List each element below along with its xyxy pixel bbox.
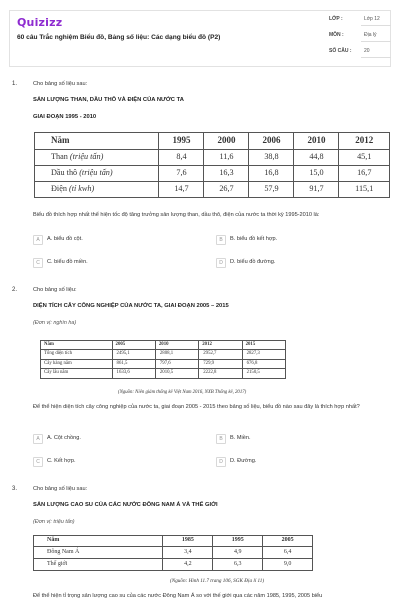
table-cell: 91,7 (294, 182, 339, 198)
option-text: D. Đường. (230, 458, 257, 464)
table-cell: 1633,6 (112, 369, 155, 379)
table-cell: 45,1 (339, 150, 390, 166)
table-header-cell: Năm (35, 133, 159, 150)
table-header-cell: 2010 (155, 341, 198, 350)
table-cell: 6,4 (263, 547, 313, 559)
table-cell: 3,4 (163, 547, 213, 559)
table-header-cell: 2015 (242, 341, 285, 350)
question-intro: Cho bảng số liệu sau: (33, 81, 88, 87)
meta-panel (329, 11, 392, 68)
table-row (41, 350, 286, 360)
table-header-cell: 2012 (339, 133, 390, 150)
table-cell: 4,2 (163, 559, 213, 571)
table-cell: 2952,7 (199, 350, 242, 360)
meta-class-row (329, 13, 391, 26)
meta-count-row (329, 45, 391, 58)
table-cell: 57,9 (249, 182, 294, 198)
row-label: Than (triệu tấn) (35, 150, 159, 166)
option-letter-box[interactable]: B (216, 235, 226, 245)
row-label: Tổng diện tích (41, 350, 113, 360)
option-text: B. Miền. (230, 435, 251, 441)
table-cell: 2827,3 (242, 350, 285, 360)
table-cell: 14,7 (159, 182, 204, 198)
table-cell: 26,7 (204, 182, 249, 198)
worksheet-header (9, 10, 391, 67)
question-stem: Biểu đồ thích hợp nhất thể hiện tốc độ tăng trưởng sản lượng than, dầu thô, điện của nước ta thời kỳ 1995-2010 là: (33, 212, 320, 218)
data-table (34, 132, 390, 198)
meta-subject-row (329, 29, 391, 42)
question-stem: Để thể hiện tỉ trọng sản lượng cao su của các nước Đông Nam Á so với thế giới qua các năm 1985, 1995, 2005 biểu (33, 593, 323, 599)
option-letter-box[interactable]: A (33, 434, 43, 444)
table-header-cell: 2005 (112, 341, 155, 350)
row-label: Thế giới (34, 559, 163, 571)
question-intro: Cho bảng số liệu sau: (33, 486, 88, 492)
table-row (35, 150, 390, 166)
row-label: Cây lâu năm (41, 369, 113, 379)
table-cell: 15,0 (294, 166, 339, 182)
table-source: (Nguồn: Hình 11.7 trang 106, SGK Địa lí 11) (170, 578, 265, 584)
table-cell: 8,4 (159, 150, 204, 166)
table-cell: 2808,1 (155, 350, 198, 360)
table-heading-period: GIAI ĐOẠN 1995 - 2010 (33, 114, 97, 120)
question-number: 3. (12, 486, 18, 492)
table-source: (Nguồn: Niên giám thống kê Việt Nam 2016, NXB Thống kê, 2017) (118, 390, 247, 395)
table-row (34, 547, 313, 559)
table-cell: 9,0 (263, 559, 313, 571)
option-letter-box[interactable]: B (216, 434, 226, 444)
table-cell: 2495,1 (112, 350, 155, 360)
option-text: B. biểu đồ kết hợp. (230, 236, 278, 242)
table-cell: 797,6 (155, 359, 198, 369)
option-text: A. Cột chồng. (47, 435, 81, 441)
option-letter-box[interactable]: C (33, 457, 43, 467)
meta-count-value: 20 (364, 48, 370, 54)
question-intro: Cho bảng số liệu: (33, 287, 77, 293)
table-cell: 2150,5 (242, 369, 285, 379)
table-heading: DIỆN TÍCH CÂY CÔNG NGHIỆP CỦA NƯỚC TA, GIAI ĐOẠN 2005 – 2015 (33, 303, 229, 309)
option-text: A. biểu đồ cột. (47, 236, 83, 242)
meta-class-value: Lớp 12 (364, 16, 380, 22)
table-heading: SẢN LƯỢNG THAN, DẦU THÔ VÀ ĐIỆN CỦA NƯỚC TA (33, 97, 184, 103)
option-letter-box[interactable]: C (33, 258, 43, 268)
table-unit: (Đơn vị: nghìn ha) (33, 320, 77, 326)
table-row (35, 166, 390, 182)
table-cell: 4,9 (213, 547, 263, 559)
table-cell: 676,8 (242, 359, 285, 369)
table-header-cell: 2005 (263, 536, 313, 547)
meta-subject-value: Địa lý (364, 32, 377, 38)
table-header-cell: 1995 (159, 133, 204, 150)
option-letter-box[interactable]: D (216, 258, 226, 268)
question-stem: Để thể hiện diện tích cây công nghiệp của nước ta, giai đoạn 2005 - 2015 theo bảng số liệu, biểu đồ nào sau đây là thích hợp nhất? (33, 404, 360, 410)
table-header-row (34, 536, 313, 547)
table-cell: 16,3 (204, 166, 249, 182)
meta-divider (361, 57, 391, 58)
table-cell: 2010,5 (155, 369, 198, 379)
table-header-cell: 2006 (249, 133, 294, 150)
table-heading: SẢN LƯỢNG CAO SU CỦA CÁC NƯỚC ĐÔNG NAM Á VÀ THẾ GIỚI (33, 502, 218, 508)
table-row (41, 359, 286, 369)
data-table (40, 340, 286, 379)
row-label: Đông Nam Á (34, 547, 163, 559)
table-cell: 16,8 (249, 166, 294, 182)
table-header-cell: 2010 (294, 133, 339, 150)
table-row (41, 369, 286, 379)
question-number: 1. (12, 81, 18, 87)
row-label: Điện (tỉ kwh) (35, 182, 159, 198)
table-cell: 11,6 (204, 150, 249, 166)
table-row (35, 182, 390, 198)
table-header-row (41, 341, 286, 350)
worksheet-title: 60 câu Trắc nghiệm Biểu đồ, Bảng số liệu: Các dạng biểu đồ (P2) (17, 34, 221, 41)
option-letter-box[interactable]: D (216, 457, 226, 467)
table-header-cell: 1985 (163, 536, 213, 547)
question-number: 2. (12, 287, 18, 293)
option-text: C. Kết hợp. (47, 458, 76, 464)
quizizz-logo[interactable]: Quizizz (17, 16, 63, 29)
data-table (33, 535, 313, 571)
table-cell: 115,1 (339, 182, 390, 198)
table-unit: (Đơn vị: triệu tấn) (33, 519, 75, 525)
table-header-cell: 2012 (199, 341, 242, 350)
table-header-row (35, 133, 390, 150)
option-letter-box[interactable]: A (33, 235, 43, 245)
meta-class-label: LỚP : (329, 16, 343, 22)
table-cell: 7,6 (159, 166, 204, 182)
table-cell: 44,8 (294, 150, 339, 166)
table-cell: 16,7 (339, 166, 390, 182)
meta-divider (361, 25, 391, 26)
table-cell: 729,9 (199, 359, 242, 369)
table-header-cell: 2000 (204, 133, 249, 150)
table-header-cell: Năm (41, 341, 113, 350)
meta-subject-label: MÔN : (329, 32, 344, 38)
row-label: Dầu thô (triệu tấn) (35, 166, 159, 182)
meta-count-label: SỐ CÂU : (329, 48, 352, 54)
option-text: C. biểu đồ miền. (47, 259, 88, 265)
option-text: D. biểu đồ đường. (230, 259, 276, 265)
table-cell: 861,5 (112, 359, 155, 369)
table-cell: 38,8 (249, 150, 294, 166)
table-row (34, 559, 313, 571)
table-cell: 2222,8 (199, 369, 242, 379)
table-cell: 6,3 (213, 559, 263, 571)
table-header-cell: Năm (34, 536, 163, 547)
row-label: Cây hàng năm (41, 359, 113, 369)
meta-divider (361, 41, 391, 42)
table-header-cell: 1995 (213, 536, 263, 547)
